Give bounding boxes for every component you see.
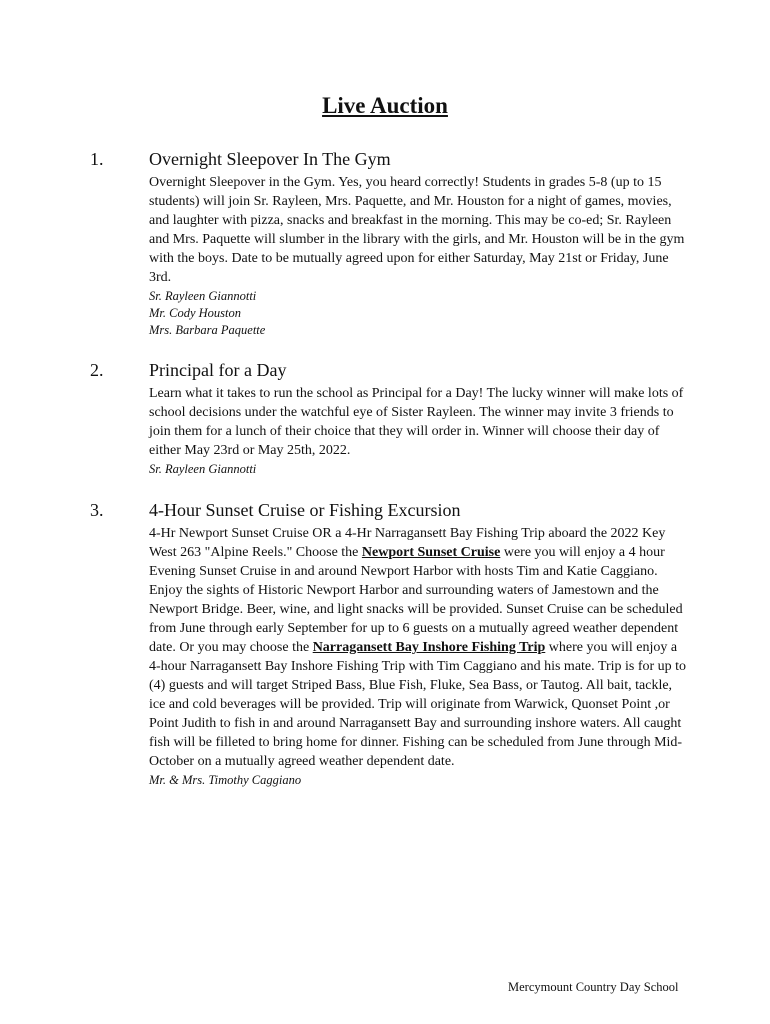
description-text: were you will enjoy a 4 hour Evening Sunset Cruise in and around Newport Harbor with hosts Tim and Katie Caggiano. Enjoy the sights of Historic Newport Harbor and surrounding waters of Jamestown and the Newport Bridge. Beer, wine, and light snacks will be provided. Sunset Cruise can be scheduled from June through early September for up to 6 guests on a mutually agreed weather dependent date. Or you may choose the: [149, 545, 683, 655]
item-description: [149, 524, 689, 771]
description-text: 4-Hr Newport Sunset Cruise OR a 4-Hr Narragansett Bay Fishing Trip aboard the 2022 Key West 263 "Alpine Reels." Choose the: [149, 526, 666, 560]
donor-list: [149, 288, 689, 339]
donor-name: Sr. Rayleen Giannotti: [149, 289, 257, 303]
donor-name: Mr. & Mrs. Timothy Caggiano: [149, 773, 302, 787]
page-footer: Mercymount Country Day School: [508, 980, 679, 994]
donor-name: Sr. Rayleen Giannotti: [149, 462, 257, 476]
item-heading: Overnight Sleepover In The Gym: [149, 149, 391, 169]
donor-list: [149, 461, 689, 478]
narragansett-fishing-trip-label: Narragansett Bay Inshore Fishing Trip: [312, 640, 546, 655]
item-heading: Principal for a Day: [149, 360, 287, 380]
donor-name: Mrs. Barbara Paquette: [149, 323, 266, 337]
newport-sunset-cruise-label: Newport Sunset Cruise: [361, 545, 501, 560]
item-number: 3.: [90, 500, 104, 520]
item-description: Learn what it takes to run the school as Principal for a Day! The lucky winner will make lots of school decisions under the watchful eye of Sister Rayleen. The winner may invite 3 friends to join them for a lunch of their choice that they will order in. Winner will choose their day of either May 23rd or May 25th, 2022.: [149, 386, 684, 458]
description-text: where you will enjoy a 4-hour Narragansett Bay Inshore Fishing Trip with Tim Caggiano and his mate. Trip is for up to (4) guests and will target Striped Bass, Blue Fish, Fluke, Sea Bass, or Tautog. All bait, tackle, ice and cold beverages will be provided. Trip will originate from Warwick, Quonset Point ,or Point Judith to fish in and around Narragansett Bay and surrounding inshore waters. All caught fish will be filleted to bring home for dinner. Fishing can be scheduled from June through Mid-October on a mutually agreed weather dependent date.: [149, 640, 687, 769]
item-body: [149, 384, 689, 478]
donor-list: [149, 772, 689, 789]
item-number: 1.: [90, 149, 104, 169]
page-title: Live Auction: [322, 93, 448, 118]
item-body: [149, 524, 689, 789]
item-body: [149, 173, 689, 339]
item-description: Overnight Sleepover in the Gym. Yes, you heard correctly! Students in grades 5-8 (up to 15 students) will join Sr. Rayleen, Mrs. Paquette, and Mr. Houston for a night of games, movies, and laughter with pizza, snacks and breakfast in the morning. This may be co-ed; Sr. Rayleen and Mrs. Paquette will slumber in the library with the girls, and Mr. Houston will be in the gym with the boys. Date to be mutually agreed upon for either Saturday, May 21st or Friday, June 3rd.: [149, 175, 685, 285]
item-number: 2.: [90, 360, 104, 380]
donor-name: Mr. Cody Houston: [149, 306, 242, 320]
item-heading: 4-Hour Sunset Cruise or Fishing Excursion: [149, 500, 461, 520]
